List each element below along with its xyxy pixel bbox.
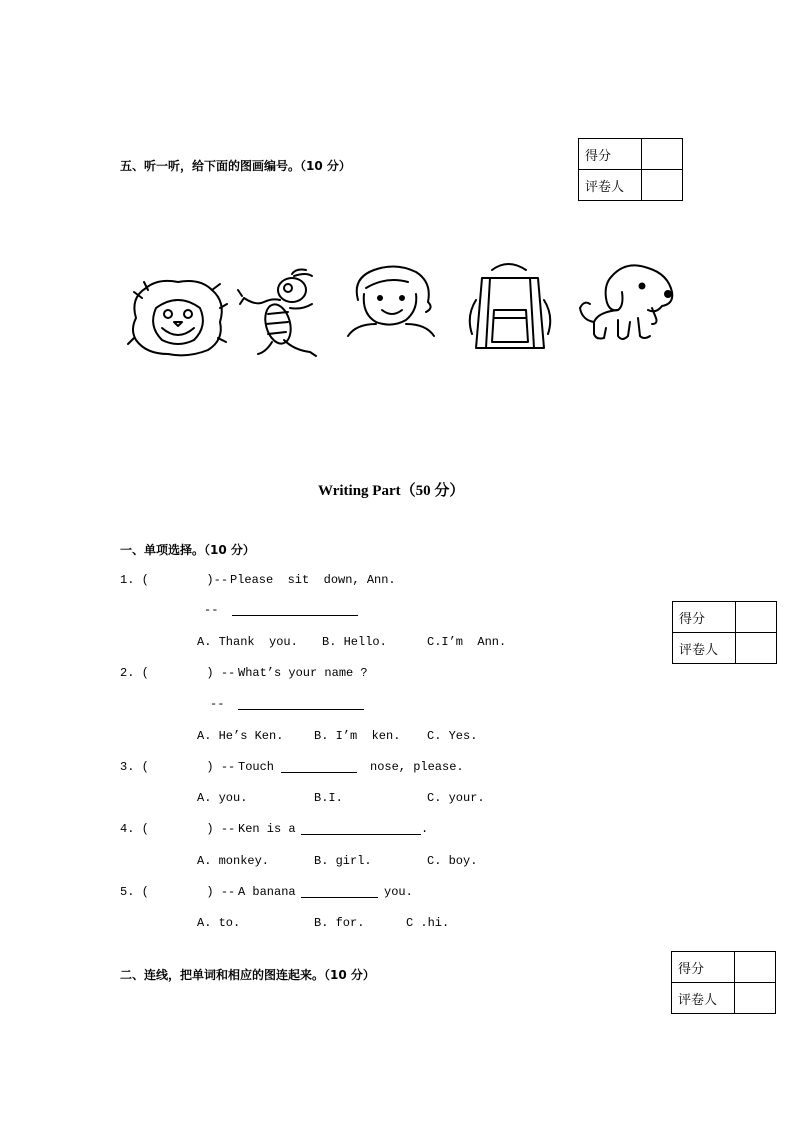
grader-label: 评卷人 [579,170,642,201]
grader-cell[interactable] [736,633,777,664]
question-3-option-a[interactable]: A. you. [197,791,248,805]
question-2-option-a[interactable]: A. He’s Ken. [197,729,284,743]
grader-cell[interactable] [735,983,776,1014]
dog-icon [578,262,676,344]
ant-icon [236,268,322,360]
score-box [671,951,776,1014]
question-3-option-c[interactable]: C. your. [427,791,485,805]
question-3-prompt-after: nose, please. [370,760,464,774]
grader-label: 评卷人 [672,983,735,1014]
question-4-option-c[interactable]: C. boy. [427,854,478,868]
score-cell[interactable] [736,602,777,633]
question-1-answer-blank[interactable] [232,604,358,616]
score-cell[interactable] [735,952,776,983]
question-2-number: 2. ( ) -- [120,666,236,680]
question-1-prompt: Please sit down, Ann. [230,573,396,587]
question-5-option-a[interactable]: A. to. [197,916,241,930]
score-box [578,138,683,201]
question-4-option-b[interactable]: B. girl. [314,854,372,868]
lion-face-icon [128,278,228,356]
writing-part-title: Writing Part（50 分） [318,483,465,499]
backpack-icon [464,260,554,354]
section-2-heading: 二、连线，把单词和相应的图连起来。（10 分） [120,968,375,982]
section-1-heading: 一、单项选择。（10 分） [120,543,255,557]
question-5-option-c[interactable]: C .hi. [406,916,450,930]
score-label: 得分 [673,602,736,633]
question-2-answer-prefix: -- [210,697,225,711]
question-5-option-b[interactable]: B. for. [314,916,365,930]
question-2-answer-blank[interactable] [238,698,364,710]
grader-label: 评卷人 [673,633,736,664]
question-2-option-b[interactable]: B. I’m ken. [314,729,401,743]
question-3-answer-blank[interactable] [281,761,357,773]
question-1-option-b[interactable]: B. Hello. [322,635,387,649]
question-4-number: 4. ( ) -- [120,822,236,836]
boy-face-icon [346,264,436,338]
question-5-answer-blank[interactable] [301,886,378,898]
question-2-option-c[interactable]: C. Yes. [427,729,478,743]
score-cell[interactable] [642,139,683,170]
question-3-number: 3. ( ) -- [120,760,236,774]
score-label: 得分 [579,139,642,170]
question-3-prompt-before: Touch [238,760,275,774]
question-3-option-b[interactable]: B.I. [314,791,343,805]
question-1-answer-prefix: -- [204,603,219,617]
question-1-option-a[interactable]: A. Thank you. [197,635,298,649]
score-box [672,601,777,664]
question-5-number: 5. ( ) -- [120,885,236,899]
section-5-heading: 五、听一听，给下面的图画编号。（10 分） [120,159,351,173]
question-4-prompt-before: Ken is a [238,822,296,836]
question-1-number: 1. ( )-- [120,573,229,587]
question-4-answer-blank[interactable] [301,823,421,835]
question-2-prompt: What’s your name ? [238,666,368,680]
question-1-option-c[interactable]: C.I’m Ann. [427,635,507,649]
score-label: 得分 [672,952,735,983]
question-4-option-a[interactable]: A. monkey. [197,854,270,868]
question-4-prompt-after: . [421,822,429,836]
question-5-prompt-after: you. [384,885,413,899]
grader-cell[interactable] [642,170,683,201]
question-5-prompt-before: A banana [238,885,296,899]
